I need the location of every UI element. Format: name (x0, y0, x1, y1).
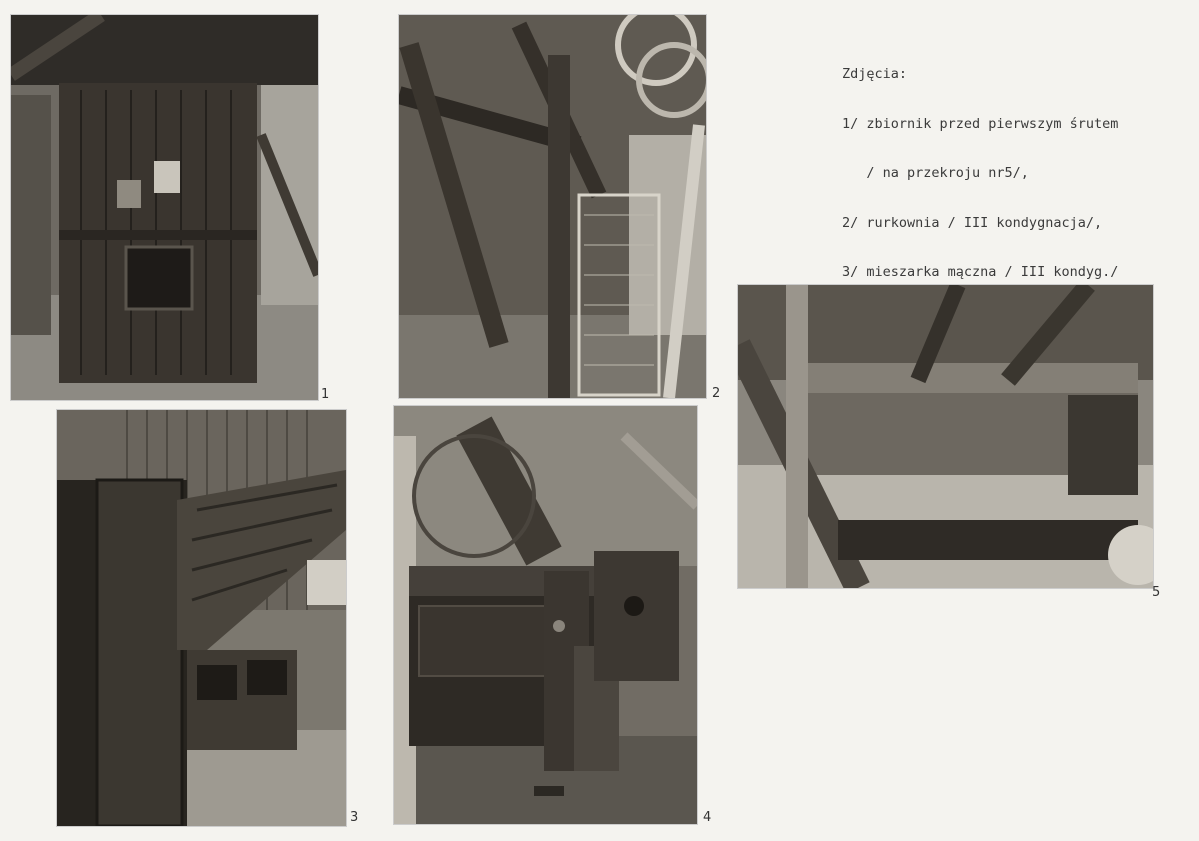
caption-line-3: 2/ rurkownia / III kondygnacja/, (842, 214, 1103, 231)
photo-5-image (738, 285, 1153, 588)
photo-3 (57, 410, 346, 826)
photo-5-number: 5 (1152, 585, 1161, 600)
caption-line-4: 3/ mieszarka mączna / III kondyg./ (842, 264, 1119, 280)
photo-1 (11, 15, 318, 400)
caption-heading: Zdjęcia: (842, 66, 908, 82)
caption-line-1: 1/ zbiornik przed pierwszym śrutem (842, 115, 1119, 132)
photo-4-number: 4 (703, 810, 712, 825)
photo-2-number: 2 (712, 386, 721, 401)
photo-2 (399, 15, 706, 398)
photo-5 (738, 285, 1153, 588)
photo-4-image (394, 406, 697, 824)
photo-1-number: 1 (321, 387, 330, 402)
caption-line-2: / na przekroju nr5/, (842, 165, 1029, 181)
photo-4 (394, 406, 697, 824)
photo-2-image (399, 15, 706, 398)
photo-3-number: 3 (350, 810, 359, 825)
photo-1-image (11, 15, 318, 400)
photo-3-image (57, 410, 346, 826)
